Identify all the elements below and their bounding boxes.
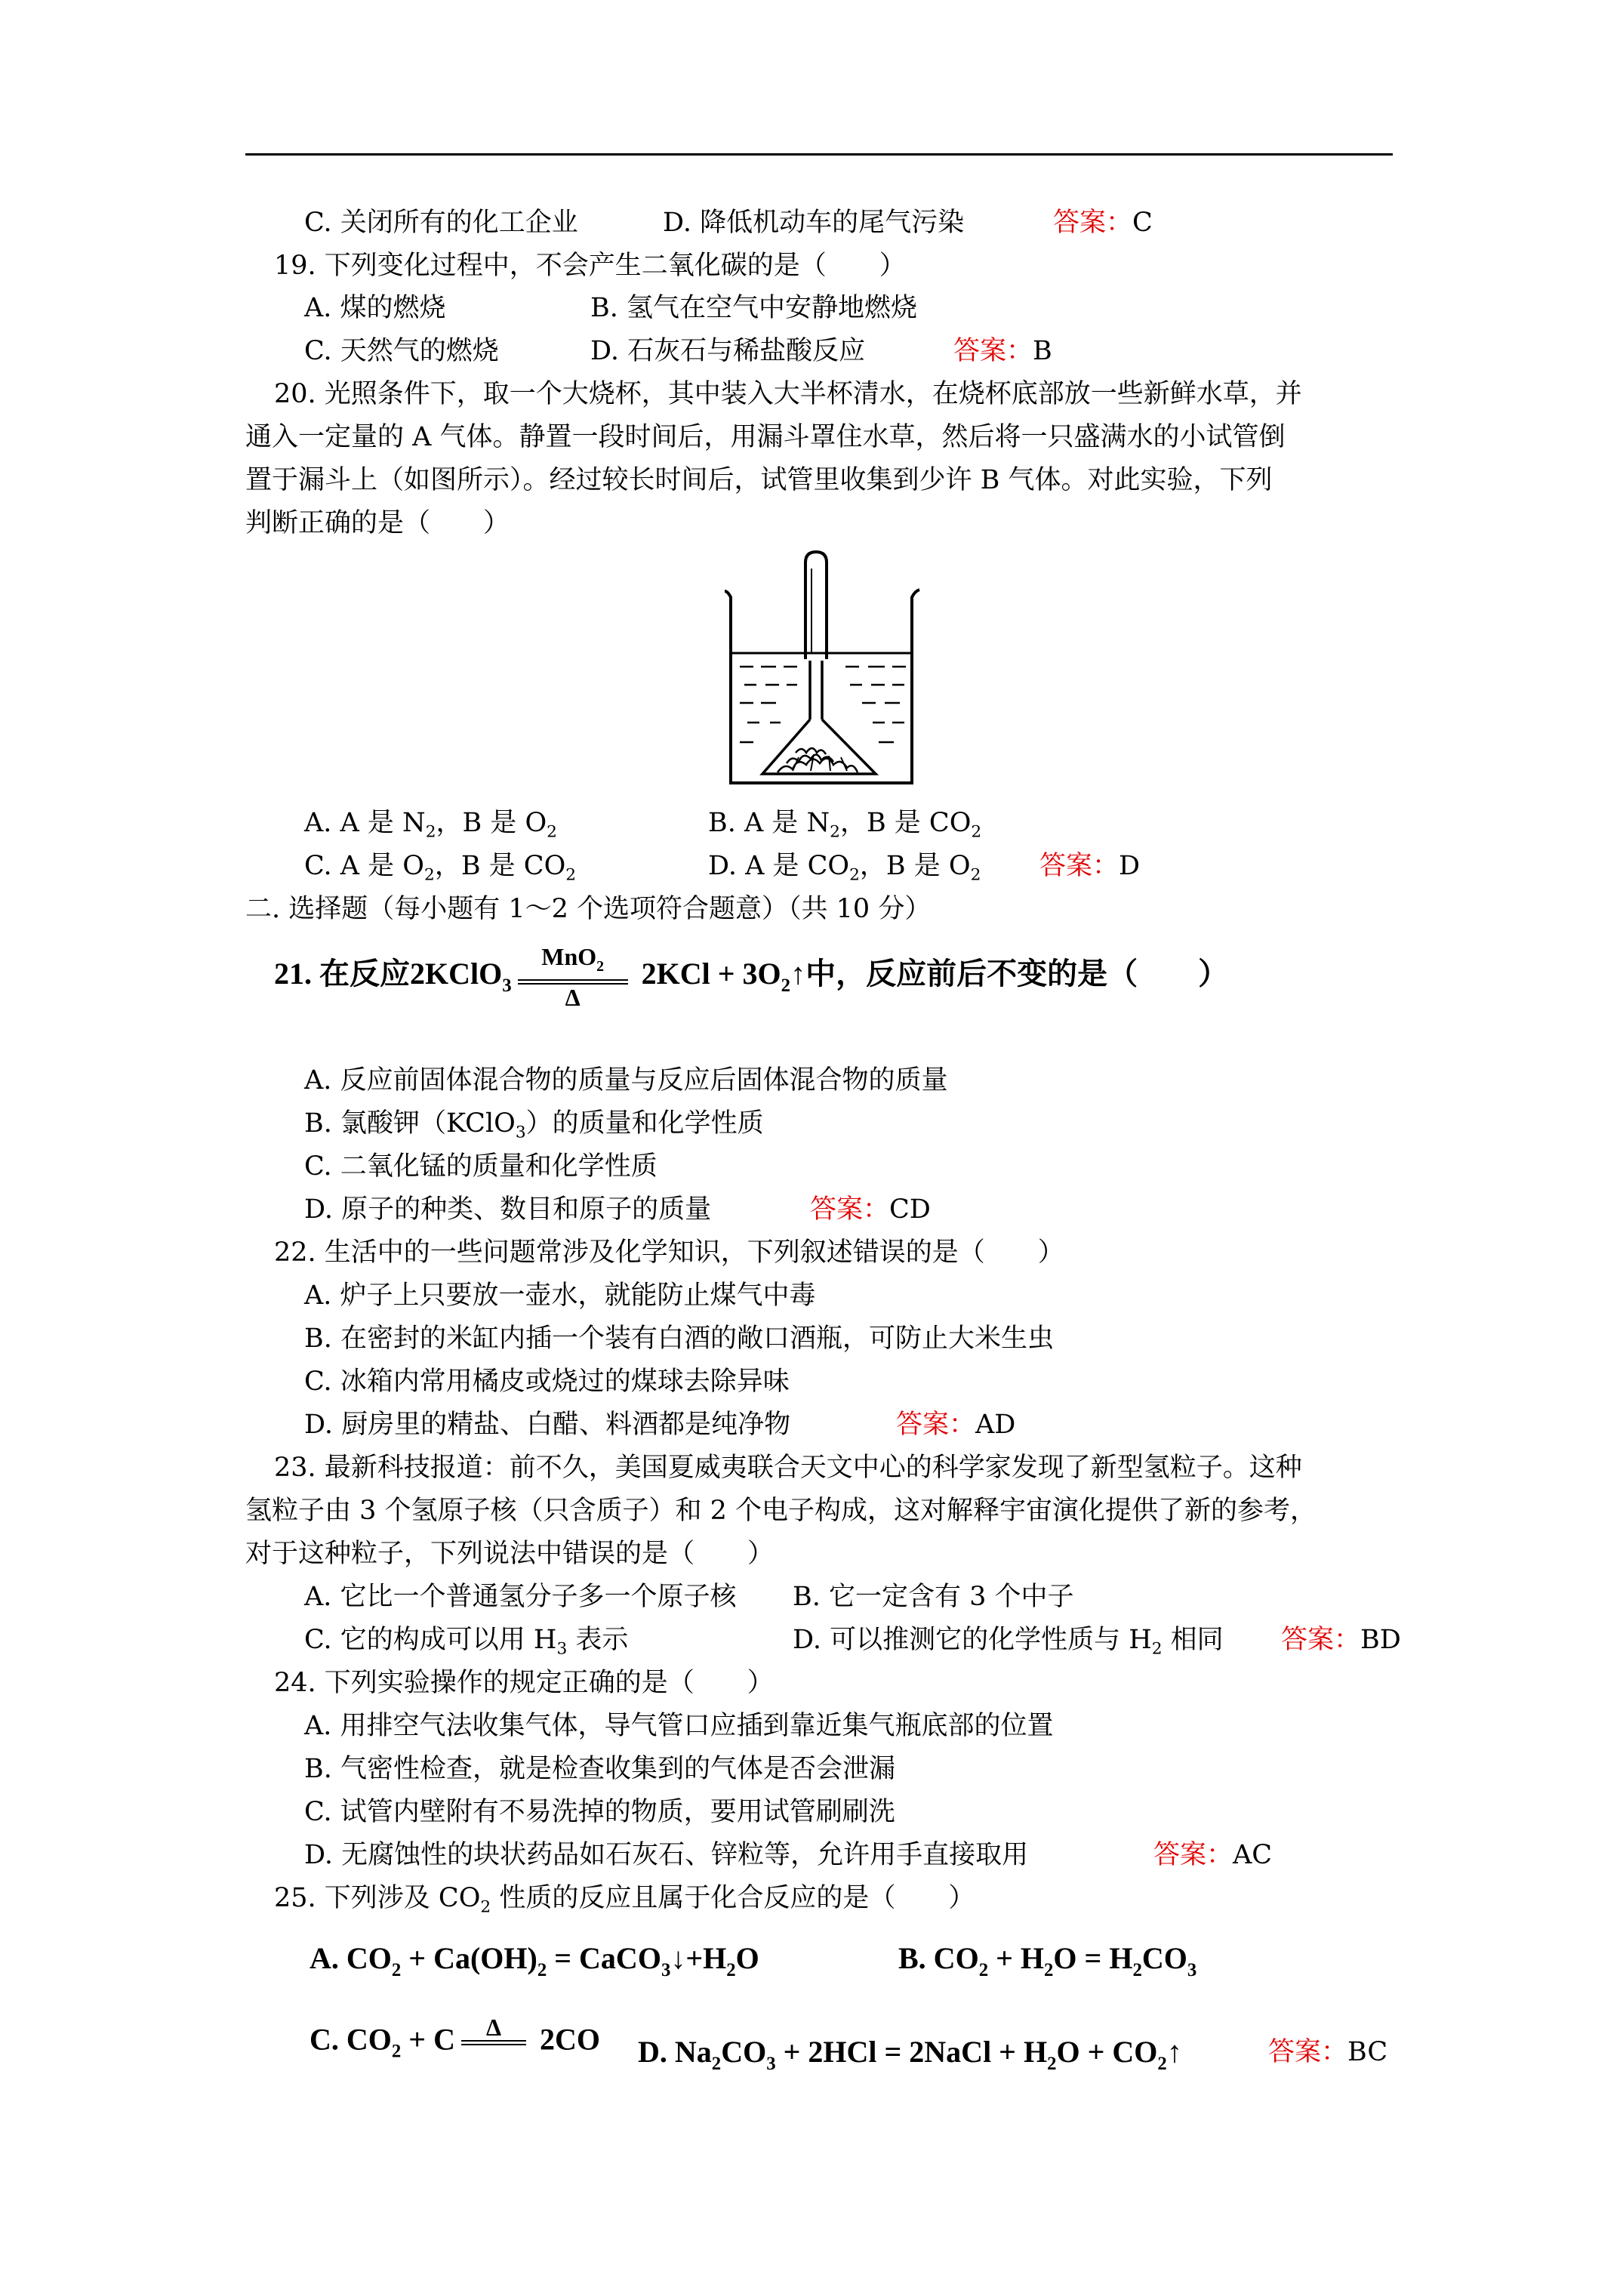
q24-option-b: B. 气密性检查，就是检查收集到的气体是否会泄漏 — [304, 1754, 895, 1784]
q22-option-d: D. 厨房里的精盐、白醋、料酒都是纯净物 — [304, 1410, 791, 1440]
q20-stem-line-3: 置于漏斗上（如图所示）。经过较长时间后，试管里收集到少许 B 气体。对此实验，下列 — [245, 465, 1273, 495]
q22-option-a: A. 炉子上只要放一壶水，就能防止煤气中毒 — [304, 1281, 816, 1311]
q18-option-c: C. 关闭所有的化工企业 — [304, 208, 578, 238]
q25-option-c-equation: C. $CO_2 + C$ Δ 2CO — [310, 2014, 600, 2071]
q19-option-b: B. 氢气在空气中安静地燃烧 — [590, 293, 917, 323]
section-2-heading: 二. 选择题（每小题有 1～2 个选项符合题意）（共 10 分） — [245, 894, 932, 924]
q24-option-c: C. 试管内壁附有不易洗掉的物质，要用试管刷刷洗 — [304, 1797, 895, 1827]
q23-stem-line-1: 23. 最新科技报道：前不久，美国夏威夷联合天文中心的科学家发现了新型氢粒子。这种 — [274, 1453, 1302, 1483]
q20-stem-line-1: 20. 光照条件下，取一个大烧杯，其中装入大半杯清水，在烧杯底部放一些新鲜水草，并 — [274, 379, 1302, 409]
q23-option-a: A. 它比一个普通氢分子多一个原子核 — [304, 1582, 737, 1612]
q19-option-d: D. 石灰石与稀盐酸反应 — [590, 336, 866, 366]
q23-option-c: C. 它的构成可以用 $H_3$ 表示 — [304, 1625, 629, 1659]
q20-stem-line-2: 通入一定量的 A 气体。静置一段时间后，用漏斗罩住水草，然后将一只盛满水的小试管倒 — [245, 422, 1286, 452]
beaker-funnel-test-tube-figure — [717, 547, 929, 789]
q25-c-heat-condition: Δ — [460, 2014, 528, 2071]
q22-option-c: C. 冰箱内常用橘皮或烧过的煤球去除异味 — [304, 1367, 790, 1397]
q23-stem-line-3: 对于这种粒子，下列说法中错误的是（ ） — [245, 1539, 775, 1569]
q22-option-b: B. 在密封的米缸内插一个装有白酒的敞口酒瓶，可防止大米生虫 — [304, 1324, 1054, 1354]
q25-stem: 25. 下列涉及 $CO_2$ 性质的反应且属于化合反应的是（ ） — [274, 1883, 975, 1917]
q19-option-a: A. 煤的燃烧 — [304, 293, 446, 323]
q25-option-a-equation: A. $CO_2 + Ca(OH)_2$ = $CaCO_3↓+H_2O$ — [310, 1941, 759, 1980]
q21-answer: 答案：CD — [810, 1194, 931, 1225]
q19-answer: 答案：B — [953, 336, 1052, 366]
q23-stem-line-2: 氢粒子由 3 个氢原子核（只含质子）和 2 个电子构成，这对解释宇宙演化提供了新的参考， — [245, 1496, 1317, 1526]
q20-stem-line-4: 判断正确的是（ ） — [245, 508, 510, 538]
q20-option-d: D. A 是 $CO_2$，B 是 $O_2$ — [708, 851, 981, 885]
q20-answer: 答案：D — [1039, 851, 1141, 881]
q24-answer: 答案：AC — [1153, 1840, 1273, 1870]
q23-option-d: D. 可以推测它的化学性质与 $H_2$ 相同 — [793, 1625, 1224, 1659]
q23-answer: 答案：BD — [1281, 1625, 1401, 1655]
q24-option-d: D. 无腐蚀性的块状药品如石灰石、锌粒等，允许用手直接取用 — [304, 1840, 1029, 1870]
q21-option-b: B. 氯酸钾（KClO$_3$）的质量和化学性质 — [304, 1108, 764, 1142]
q24-option-a: A. 用排空气法收集气体，导气管口应插到靠近集气瓶底部的位置 — [304, 1711, 1054, 1741]
q23-option-b: B. 它一定含有 3 个中子 — [793, 1582, 1074, 1612]
q24-stem: 24. 下列实验操作的规定正确的是（ ） — [274, 1668, 774, 1698]
q25-option-d-equation: D. $Na_2CO_3 + 2HCl$ = 2NaCl + $H_2O$ + $CO_2↑$ — [638, 2035, 1182, 2074]
header-rule — [245, 153, 1393, 156]
q18-answer: 答案：C — [1053, 208, 1153, 238]
q21-stem-equation: 21. 在反应2KClO$_3$ MnO$_2$ Δ $2KCl + 3O_2↑$中，反应前后不变的是（ ） — [274, 943, 1229, 1011]
q22-stem: 22. 生活中的一些问题常涉及化学知识，下列叙述错误的是（ ） — [274, 1237, 1064, 1268]
q25-answer: 答案：BC — [1268, 2037, 1388, 2067]
q19-option-c: C. 天然气的燃烧 — [304, 336, 499, 366]
q19-stem: 19. 下列变化过程中，不会产生二氧化碳的是（ ） — [274, 251, 906, 281]
q20-option-c: C. A 是 $O_2$，B 是 $CO_2$ — [304, 851, 577, 885]
q20-option-a: A. A 是 $N_2$，B 是 $O_2$ — [304, 808, 557, 842]
q25-option-b-equation: B. $CO_2 + H_2O = H_2CO_3$ — [898, 1941, 1197, 1980]
q22-answer: 答案：AD — [896, 1410, 1016, 1440]
q21-reaction-condition: MnO$_2$ Δ — [516, 944, 630, 1010]
q21-option-d: D. 原子的种类、数目和原子的质量 — [304, 1194, 712, 1225]
q20-option-b: B. A 是 $N_2$，B 是 $CO_2$ — [708, 808, 982, 842]
q18-option-d: D. 降低机动车的尾气污染 — [663, 208, 965, 238]
q21-option-c: C. 二氧化锰的质量和化学性质 — [304, 1151, 658, 1182]
q21-option-a: A. 反应前固体混合物的质量与反应后固体混合物的质量 — [304, 1065, 948, 1096]
